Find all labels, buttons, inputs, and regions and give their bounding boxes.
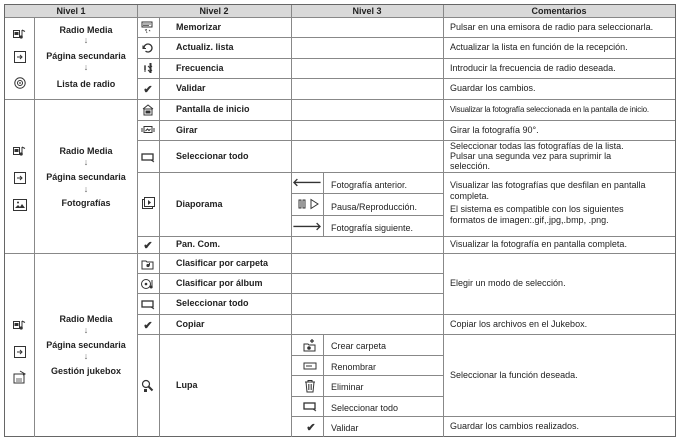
option-clasificar-carpeta[interactable]: Clasificar por carpeta (176, 257, 269, 268)
option-lupa[interactable]: Lupa (176, 380, 198, 390)
select-all-icon (141, 297, 155, 311)
comment: selección. (450, 161, 491, 171)
nav-level1: Radio Media (59, 25, 113, 35)
comment: Copiar los archivos en el Jukebox. (450, 318, 588, 329)
option-girar[interactable]: Girar (176, 124, 198, 135)
home-screen-icon (141, 103, 155, 117)
comment: formatos de imagen:.gif,.jpg,.bmp, .png. (450, 215, 609, 225)
nav-level1: Radio Media (59, 314, 113, 324)
down-arrow-icon: ↓ (83, 35, 89, 45)
option-pantalla-inicio[interactable]: Pantalla de inicio (176, 104, 250, 114)
select-all-icon[interactable] (303, 399, 317, 413)
header-comentarios: Comentarios (443, 5, 675, 17)
comment: Pulsar en una emisora de radio para seleccionarla. (450, 21, 654, 32)
rotate-icon (141, 123, 155, 137)
radio-media-icon (13, 318, 27, 332)
down-arrow-icon: ↓ (83, 184, 89, 194)
slideshow-icon (141, 197, 155, 211)
option-fotografia-anterior[interactable]: Fotografía anterior. (331, 179, 408, 190)
option-crear-carpeta[interactable]: Crear carpeta (331, 340, 387, 351)
down-arrow-icon: ↓ (83, 325, 89, 335)
option-frecuencia[interactable]: Frecuencia (176, 62, 224, 73)
nav-level2: Página secundaria (46, 172, 126, 182)
header-nivel1: Nivel 1 (5, 5, 137, 17)
comment: Guardar los cambios. (450, 83, 536, 93)
option-seleccionar-todo-sub[interactable]: Seleccionar todo (331, 402, 399, 413)
nav-level2: Página secundaria (46, 340, 126, 350)
comment: Visualizar la fotografía en pantalla completa. (450, 239, 627, 249)
comment: Actualizar la lista en función de la recepción. (450, 42, 628, 52)
header-nivel3: Nivel 3 (291, 5, 443, 17)
comment: Elegir un modo de selección. (450, 278, 566, 288)
memorize-icon (141, 20, 155, 34)
option-eliminar[interactable]: Eliminar (331, 381, 364, 392)
check-icon[interactable]: ✔ (306, 421, 316, 434)
check-icon: ✔ (143, 83, 153, 96)
photos-icon (13, 198, 27, 212)
trash-icon[interactable] (303, 379, 317, 393)
comment: Visualizar la fotografía seleccionada en la pantalla de inicio. (450, 105, 649, 114)
down-arrow-icon: ↓ (83, 351, 89, 361)
option-pausa-reproduccion[interactable]: Pausa/Reproducción. (331, 201, 418, 212)
arrow-right-icon[interactable]: 🡒 (292, 221, 322, 233)
down-arrow-icon: ↓ (83, 62, 89, 72)
comment: Pulsar una segunda vez para suprimir la (450, 151, 612, 161)
nav-level3: Fotografías (61, 198, 111, 208)
nav-level3: Lista de radio (56, 79, 116, 89)
nav-level1: Radio Media (59, 146, 113, 156)
magnifier-icon (141, 379, 155, 393)
option-pan-com[interactable]: Pan. Com. (176, 239, 221, 249)
play-pause-icon[interactable] (298, 197, 322, 211)
rename-icon[interactable] (303, 359, 317, 373)
comment: Seleccionar la función deseada. (450, 369, 578, 380)
jukebox-icon (13, 370, 27, 384)
secondary-page-icon (13, 345, 27, 359)
option-diaporama[interactable]: Diaporama (176, 198, 223, 209)
album-sort-icon (141, 277, 155, 291)
comment: Seleccionar todas las fotografías de la lista. (450, 141, 624, 151)
nav-level2: Página secundaria (46, 51, 126, 61)
radio-media-icon (13, 27, 27, 41)
radio-list-icon (13, 76, 27, 90)
option-actualiz-lista[interactable]: Actualiz. lista (176, 42, 234, 52)
comment: El sistema es compatible con los siguientes (450, 204, 624, 214)
option-seleccionar-todo[interactable]: Seleccionar todo (176, 150, 249, 161)
option-validar-sub[interactable]: Validar (331, 422, 359, 433)
check-icon: ✔ (143, 239, 153, 252)
refresh-icon (141, 41, 155, 55)
create-folder-icon[interactable] (303, 338, 317, 352)
nav-level3: Gestión jukebox (50, 366, 121, 376)
option-fotografia-siguiente[interactable]: Fotografía siguiente. (331, 222, 414, 233)
secondary-page-icon (13, 50, 27, 64)
comment: Girar la fotografía 90°. (450, 124, 539, 135)
option-clasificar-album[interactable]: Clasificar por álbum (176, 277, 263, 288)
radio-media-icon (13, 144, 27, 158)
option-memorizar[interactable]: Memorizar (176, 21, 222, 32)
comment: completa. (450, 191, 490, 201)
arrow-left-icon[interactable]: 🡐 (292, 177, 322, 189)
select-all-icon (141, 150, 155, 164)
option-renombrar[interactable]: Renombrar (331, 361, 377, 372)
check-icon: ✔ (143, 319, 153, 332)
frequency-icon (141, 61, 155, 75)
option-copiar[interactable]: Copiar (176, 318, 205, 329)
comment: Guardar los cambios realizados. (450, 421, 580, 431)
option-validar[interactable]: Validar (176, 83, 206, 93)
comment: Introducir la frecuencia de radio deseada. (450, 62, 616, 73)
down-arrow-icon: ↓ (83, 157, 89, 167)
header-nivel2: Nivel 2 (137, 5, 291, 17)
comment: Visualizar las fotografías que desfilan en pantalla (450, 180, 646, 190)
option-seleccionar-todo[interactable]: Seleccionar todo (176, 298, 249, 308)
settings-table (4, 4, 676, 437)
secondary-page-icon (13, 171, 27, 185)
folder-sort-icon (141, 257, 155, 271)
